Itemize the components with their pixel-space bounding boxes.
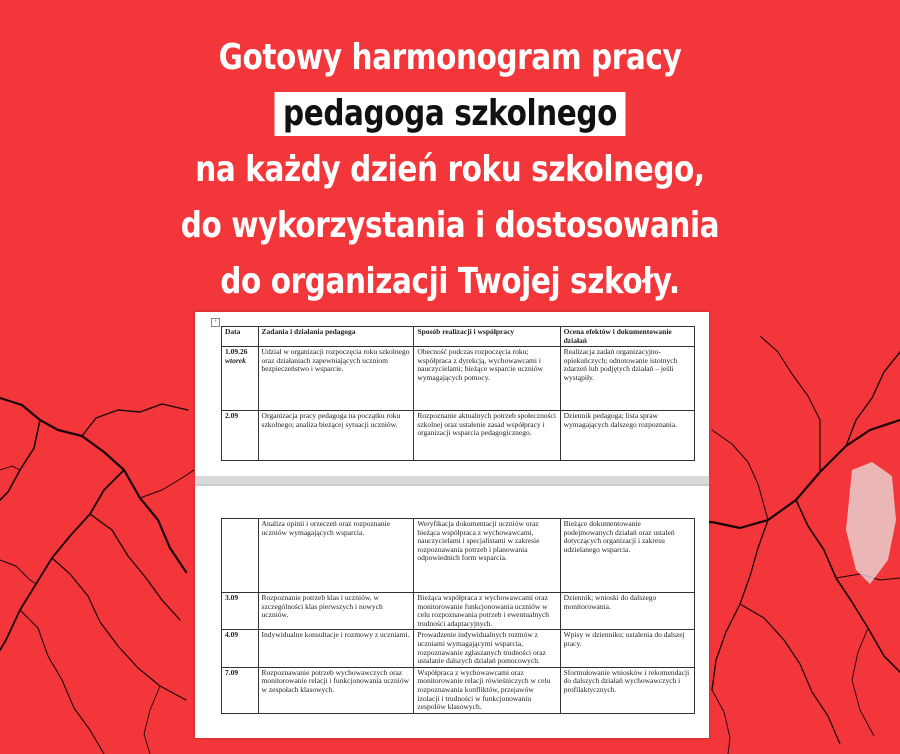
- headline: [81, 30, 819, 310]
- row-date: [222, 519, 259, 593]
- crack-line: [740, 604, 840, 744]
- row-task: Udział w organizacji rozpoczęcia roku szkolnego oraz działaniach zapewniających uczniom bezpieczeństwo i wsparcie.: [258, 347, 414, 411]
- crack-line: [712, 520, 768, 690]
- table-row: [222, 630, 695, 667]
- row-date: 2.09: [225, 411, 239, 421]
- headline-line-5: do organizacji Twojej szkoły.: [220, 261, 680, 302]
- schedule-table-page-1: [221, 326, 695, 461]
- crack-line: [0, 560, 36, 584]
- header-method: Sposób realizacji i współpracy: [414, 327, 560, 347]
- crack-line: [0, 398, 186, 572]
- row-task: Indywidualne konsultacje i rozmowy z uczniami.: [258, 630, 414, 667]
- table-row: [222, 593, 695, 630]
- row-method: Weryfikacja dokumentacji uczniów oraz bieżąca współpraca z wychowawcami, nauczycielami i specjalistami w zakresie rozpoznawania potrzeb i planowania odpowiednich form wsparcia.: [414, 519, 560, 593]
- crack-line: [712, 690, 730, 754]
- table-row: [222, 347, 695, 411]
- crack-line: [20, 610, 104, 754]
- row-evaluation: Realizacja zadań organizacyjno-opiekuńczych; odnotowanie istotnych zdarzeń lub podjętych działań – jeśli wystąpiły.: [560, 347, 694, 411]
- table-row: [222, 519, 695, 593]
- row-method: Rozpoznanie aktualnych potrzeb społeczności szkolnej oraz ustalenie zasad współpracy i organizacji wsparcia pedagogicznego.: [414, 411, 560, 461]
- header-tasks: Zadania i działania pedagoga: [258, 327, 414, 347]
- crack-line: [852, 628, 874, 736]
- row-evaluation: Bieżące dokumentowanie podejmowanych działań oraz ustaleń dotyczących organizacji i zakresu udzielanego wsparcia.: [560, 519, 694, 593]
- row-task: Organizacja pracy pedagoga na początku roku szkolnego; analiza bieżącej sytuacji uczniów.: [258, 411, 414, 461]
- crack-line: [52, 558, 186, 700]
- row-task: Analiza opinii i orzeczeń oraz rozpoznanie uczniów wymagających wsparcia.: [258, 519, 414, 593]
- crack-line: [0, 420, 40, 500]
- row-evaluation: Dziennik pedagoga; lista spraw wymagających dalszego rozpoznania.: [560, 411, 694, 461]
- crack-line: [712, 430, 768, 520]
- headline-line-3: na każdy dzień roku szkolnego,: [195, 149, 705, 190]
- table-row: [222, 411, 695, 461]
- row-method: Obecność podczas rozpoczęcia roku; współpraca z dyrekcją, wychowawcami i nauczycielami; bieżące wsparcie uczniów wymagających pomocy.: [414, 347, 560, 411]
- worn-paint-patch: [846, 462, 896, 584]
- row-method: Współpraca z wychowawcami oraz monitorowanie relacji rówieśniczych w celu rozpoznawania konfliktów, przejawów izolacji i trudności w funkcjonowaniu zespołów klasowych.: [414, 667, 560, 713]
- row-task: Rozpoznawanie potrzeb wychowawczych oraz monitorowanie relacji i funkcjonowania uczniów w zespołach klasowych.: [258, 667, 414, 713]
- table-move-handle-icon: +: [211, 318, 220, 327]
- row-method: Prowadzenie indywidualnych rozmów z uczniami wymagającymi wsparcia, rozpoznawanie zgłaszanych trudności oraz ustalanie dalszych działań pomocowych.: [414, 630, 560, 667]
- document-page-2: [195, 486, 709, 738]
- crack-line: [760, 336, 820, 472]
- crack-line: [82, 404, 188, 436]
- crack-line: [90, 514, 180, 620]
- headline-highlight: pedagoga szkolnego: [275, 92, 625, 136]
- schedule-table-page-2: [221, 518, 695, 714]
- row-evaluation: Wpisy w dzienniku; ustalenia do dalszej pracy.: [560, 630, 694, 667]
- headline-line-4: do wykorzystania i dostosowania: [180, 205, 720, 246]
- crack-line: [140, 470, 194, 498]
- header-evaluation: Ocena efektów i dokumentowanie działań: [560, 327, 694, 347]
- table-header-row: [222, 327, 695, 347]
- crack-line: [0, 466, 20, 470]
- crack-line: [846, 352, 900, 446]
- row-task: Rozpoznanie potrzeb klas i uczniów, w szczególności klas pierwszych i nowych uczniów.: [258, 593, 414, 630]
- row-date: 7.09: [222, 667, 259, 713]
- crack-line: [0, 470, 124, 650]
- row-evaluation: Sformułowanie wniosków i rekomendacji do dalszych działań wychowawczych i profilaktycznych.: [560, 667, 694, 713]
- headline-line-1: Gotowy harmonogram pracy: [218, 37, 682, 78]
- header-date: Data: [222, 327, 259, 347]
- row-date: 4.09: [222, 630, 259, 667]
- page-break: [195, 476, 709, 486]
- table-row: [222, 667, 695, 713]
- row-date: 1.09.26: [225, 347, 248, 357]
- crack-line: [144, 686, 160, 754]
- row-method: Bieżąca współpraca z wychowawcami oraz monitorowanie funkcjonowania uczniów w celu rozpoznawania potrzeb i ewentualnych trudności adaptacyjnych.: [414, 593, 560, 630]
- row-date: 3.09: [222, 593, 259, 630]
- row-evaluation: Dziennik; wnioski do dalszego monitorowania.: [560, 593, 694, 630]
- document-page-1: [195, 312, 709, 476]
- row-day: wtorek: [225, 355, 246, 365]
